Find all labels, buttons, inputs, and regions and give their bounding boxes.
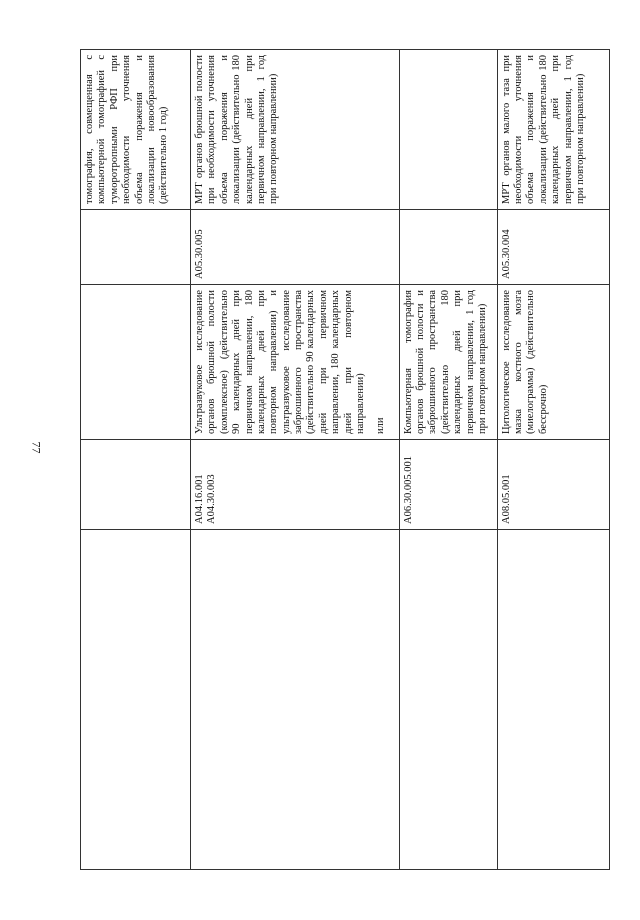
- mrt-code-cell: A05.30.004: [497, 210, 609, 285]
- code: A08.05.001: [500, 474, 512, 524]
- service-cell: [497, 285, 609, 440]
- cell-empty: [81, 530, 191, 870]
- service-cell: [191, 285, 400, 440]
- code-cell: [399, 440, 497, 530]
- code: A04.16.001: [194, 474, 205, 524]
- service-text: Компьютерная томография органов брюшной полости и забрюшинного пространства (действительно 180 календарных дней при первичном направлении, 1 год при повторном направлении): [402, 290, 488, 434]
- cell-empty: [81, 210, 191, 285]
- mrt-text-cell: МРТ органов малого таза при необходимости уточнения объема поражения и локализации (действительно 180 календарных дней при первичном направлении, 1 год при повторном направлении): [497, 50, 609, 210]
- table-row: [191, 50, 400, 870]
- document-table: [80, 49, 610, 870]
- page-number: 77: [29, 441, 44, 454]
- cell-empty: [81, 440, 191, 530]
- service-cell: [399, 285, 497, 440]
- table-row: [81, 50, 191, 870]
- mrt-text-cell: [399, 50, 497, 210]
- service-text: Цитологическое исследование мазка костного мозга (миелограмма) (действительно бессрочно): [500, 290, 549, 434]
- cell-empty: [81, 285, 191, 440]
- cell-empty: [497, 530, 609, 870]
- rotated-table-container: [80, 50, 586, 870]
- table-row: [497, 50, 609, 870]
- mrt-text-cell: МРТ органов брюшной полости при необходимости уточнения объема поражения и локализации (действительно 180 календарных дней при первичном направлении, 1 год при повторном направлении): [191, 50, 400, 210]
- code: A06.30.005.001: [402, 456, 414, 524]
- or-word: или: [375, 417, 387, 434]
- code: A04.30.003: [206, 474, 218, 524]
- cell-empty: [191, 530, 400, 870]
- service-text: Ультразвуковое исследование органов брюшной полости (комплексное) (действительно 90 календарных дней при первичном направлении, 180 календарных дней при повторном направлении) и ультразвуковое исследование забрюшинного пространства (действительно 90 календарных дней при первичном направлении, 180 календарных дней при повторном направлении): [194, 290, 366, 434]
- cell-empty: [399, 530, 497, 870]
- table-row: [399, 50, 497, 870]
- code-cell: [497, 440, 609, 530]
- code-cell: [191, 440, 400, 530]
- mrt-text-cell: томография, совмещенная с компьютерной томографией с туморотропными РФП при необходимости уточнения объема поражения и локализации новообразования (действительно 1 год): [81, 50, 191, 210]
- mrt-code-cell: A05.30.005: [191, 210, 400, 285]
- mrt-code-cell: [399, 210, 497, 285]
